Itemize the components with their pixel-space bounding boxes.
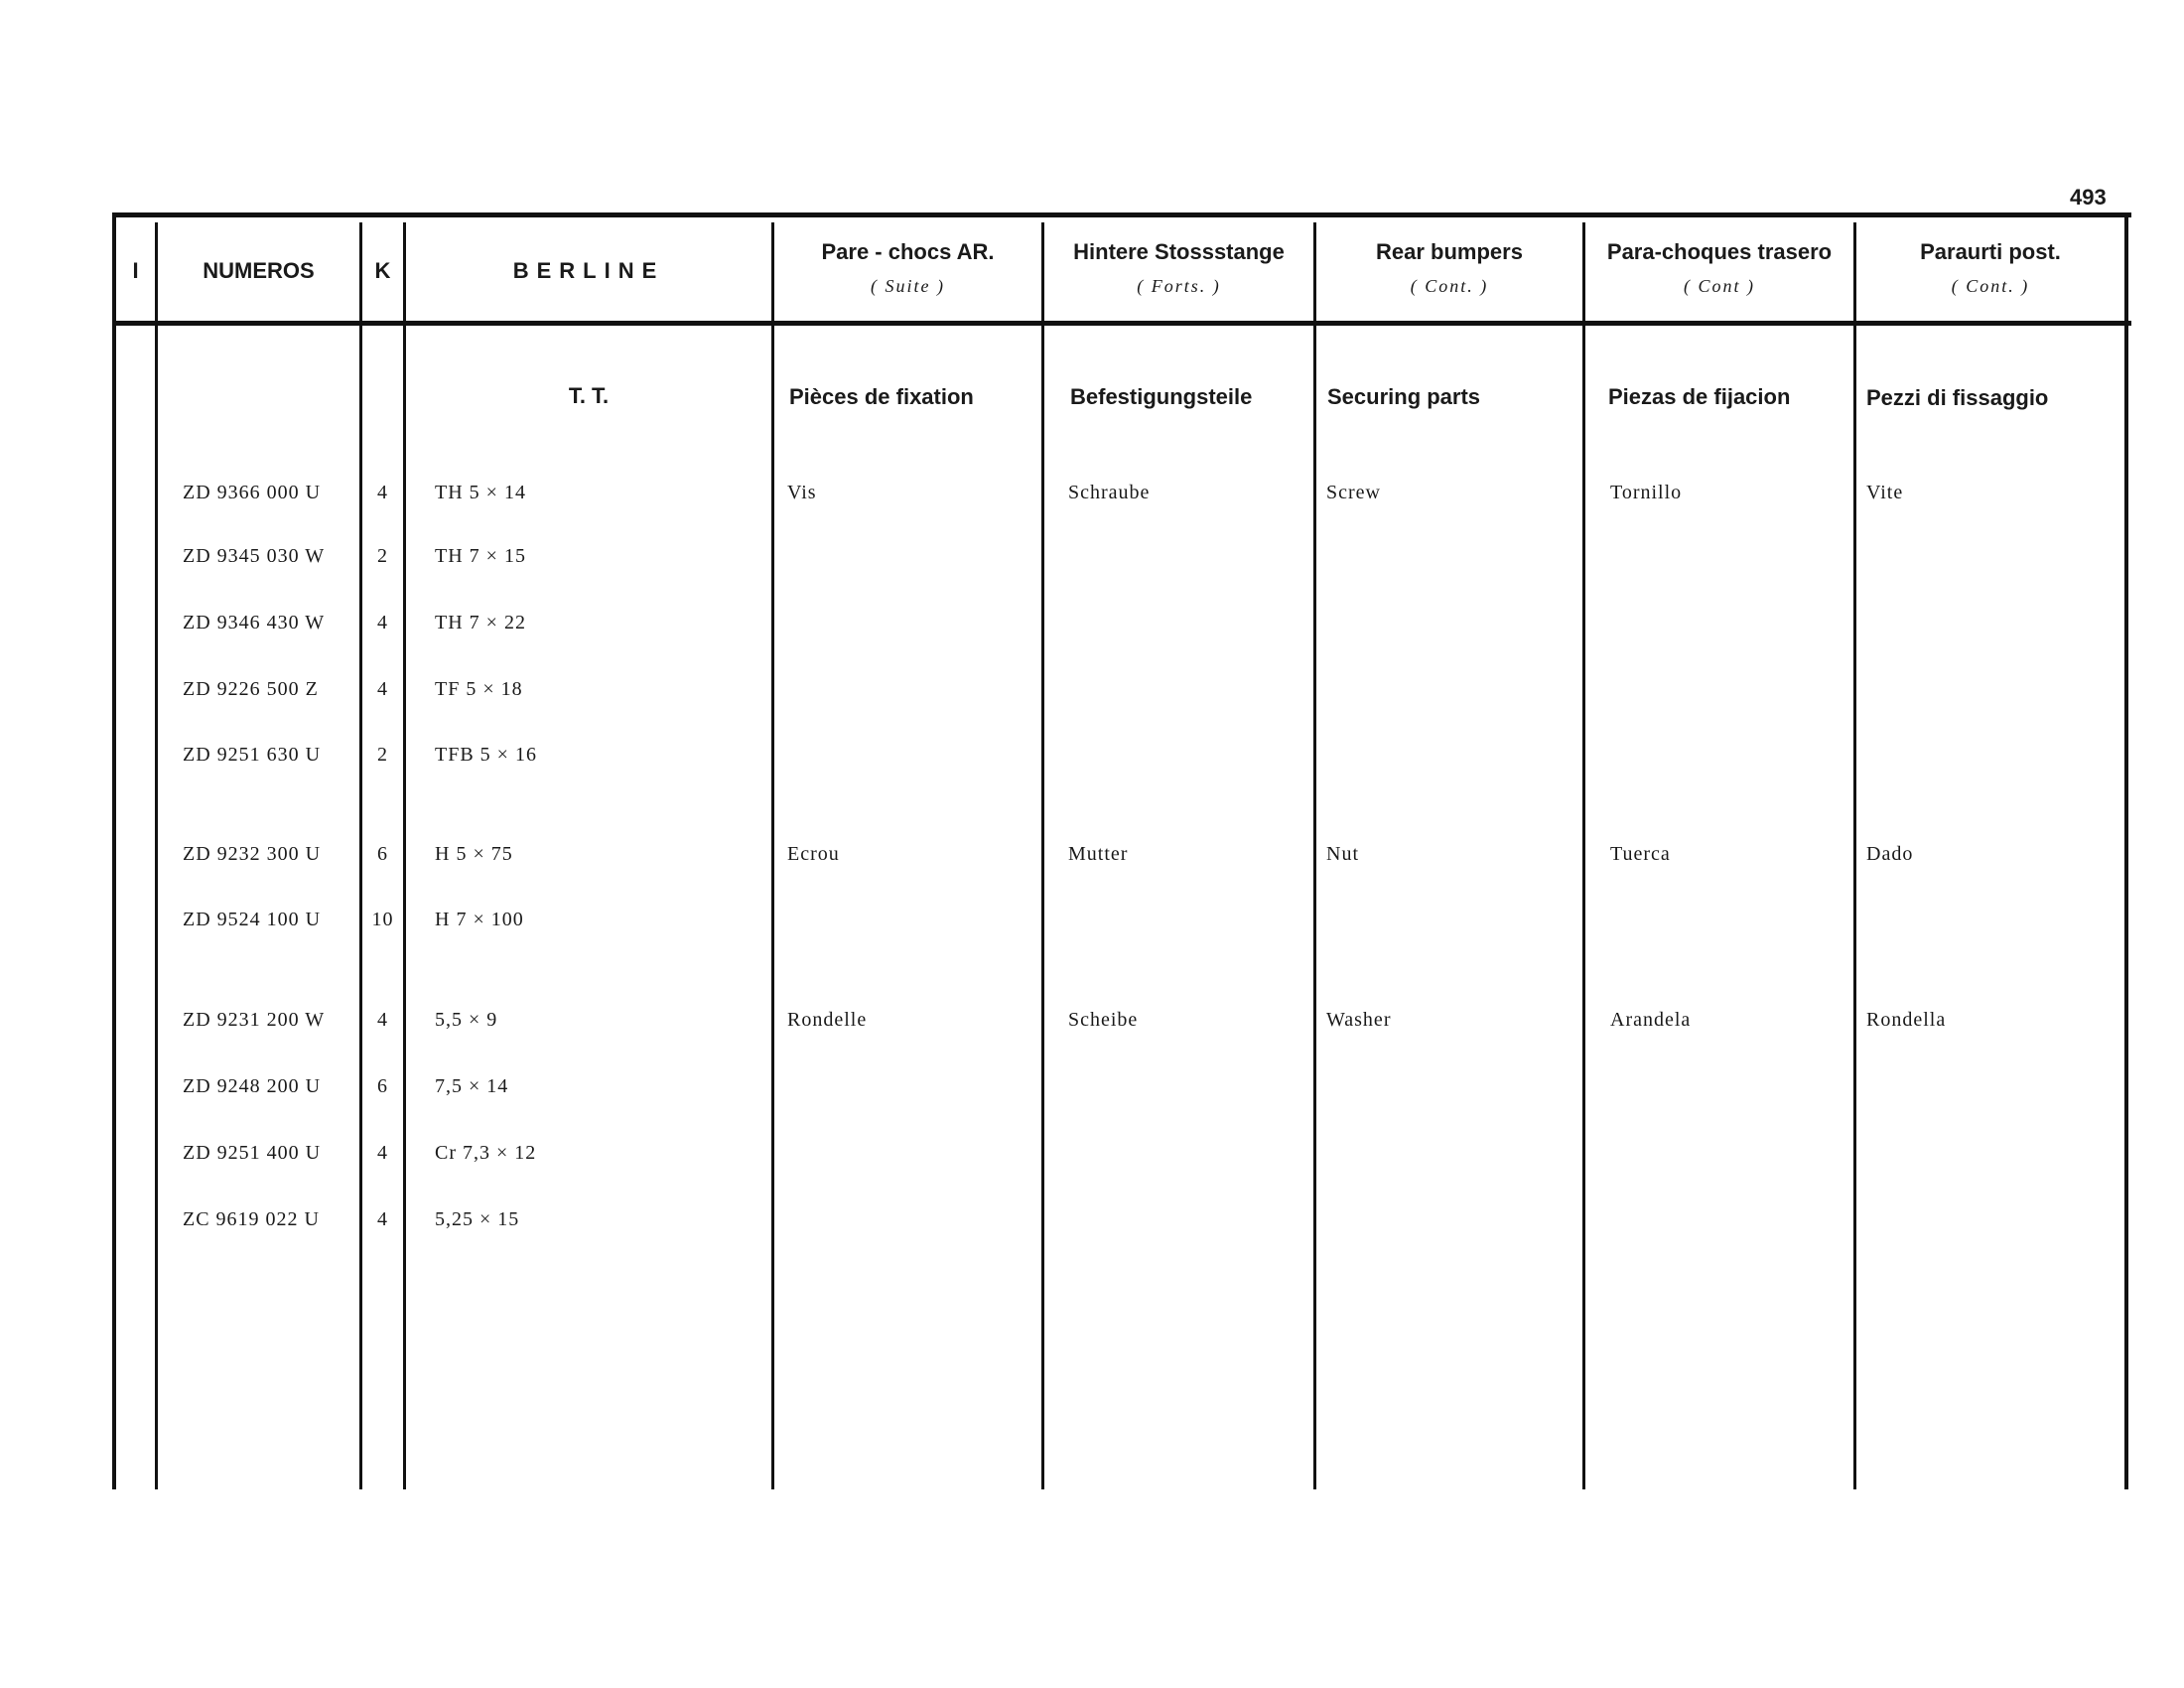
quantity-cell: 6	[377, 1075, 388, 1097]
desc-en-cell: Washer	[1326, 1009, 1392, 1031]
desc-fr-cell: Rondelle	[787, 1009, 868, 1031]
quantity-cell: 2	[377, 744, 388, 766]
part-number-cell: ZD 9251 400 U	[183, 1142, 322, 1164]
quantity-cell: 4	[377, 1142, 388, 1164]
part-number-cell: ZD 9346 430 W	[183, 612, 326, 633]
designation-cell: TFB 5 × 16	[435, 744, 537, 766]
column-divider	[1582, 222, 1585, 1489]
designation-cell: 5,5 × 9	[435, 1009, 498, 1031]
quantity-cell: 4	[377, 612, 388, 633]
desc-fr-cell: Ecrou	[787, 843, 840, 865]
header-col-i: I	[132, 258, 139, 283]
desc-de-cell: Schraube	[1068, 482, 1151, 503]
desc-de-cell: Scheibe	[1068, 1009, 1139, 1031]
desc-en-cell: Nut	[1326, 843, 1359, 865]
header-lang-es-sub: ( Cont )	[1684, 276, 1755, 296]
section-label-en: Securing parts	[1327, 384, 1481, 409]
page-number: 493	[2070, 185, 2107, 210]
part-number-cell: ZD 9232 300 U	[183, 843, 322, 865]
quantity-cell: 4	[377, 1009, 388, 1031]
header-col-numeros: NUMEROS	[203, 258, 315, 283]
desc-it-cell: Rondella	[1866, 1009, 1947, 1031]
quantity-cell: 10	[371, 909, 394, 930]
quantity-cell: 2	[377, 545, 388, 567]
header-lang-it-title: Paraurti post.	[1920, 239, 2061, 264]
header-lang-en-title: Rear bumpers	[1376, 239, 1523, 264]
quantity-cell: 4	[377, 678, 388, 700]
section-label-de: Befestigungsteile	[1070, 384, 1253, 409]
designation-cell: H 5 × 75	[435, 843, 513, 865]
part-number-cell: ZD 9366 000 U	[183, 482, 322, 503]
column-divider	[1041, 222, 1044, 1489]
header-lang-de-title: Hintere Stossstange	[1073, 239, 1285, 264]
section-label-fr: Pièces de fixation	[789, 384, 974, 409]
section-label-es: Piezas de fijacion	[1608, 384, 1791, 409]
designation-cell: 7,5 × 14	[435, 1075, 509, 1097]
desc-es-cell: Arandela	[1610, 1009, 1692, 1031]
header-col-k: K	[374, 258, 391, 283]
desc-it-cell: Dado	[1866, 843, 1914, 865]
header-lang-it-sub: ( Cont. )	[1951, 276, 2030, 296]
designation-cell: 5,25 × 15	[435, 1208, 520, 1230]
column-divider	[1313, 222, 1316, 1489]
header-col-model: BERLINE	[512, 258, 665, 283]
header-divider	[112, 321, 2131, 326]
part-number-cell: ZD 9248 200 U	[183, 1075, 322, 1097]
section-model-label: T. T.	[568, 383, 610, 408]
column-divider	[403, 222, 406, 1489]
top-border	[112, 212, 2131, 217]
section-label-it: Pezzi di fissaggio	[1866, 385, 2049, 410]
header-lang-es-title: Para-choques trasero	[1606, 239, 1833, 264]
header-lang-de-sub: ( Forts. )	[1137, 276, 1221, 296]
desc-it-cell: Vite	[1866, 482, 1904, 503]
part-number-cell: ZD 9524 100 U	[183, 909, 322, 930]
quantity-cell: 4	[377, 482, 388, 503]
designation-cell: TF 5 × 18	[435, 678, 523, 700]
designation-cell: TH 7 × 22	[435, 612, 526, 633]
designation-cell: H 7 × 100	[435, 909, 524, 930]
designation-cell: TH 7 × 15	[435, 545, 526, 567]
designation-cell: TH 5 × 14	[435, 482, 526, 503]
desc-en-cell: Screw	[1326, 482, 1381, 503]
desc-de-cell: Mutter	[1068, 843, 1129, 865]
designation-cell: Cr 7,3 × 12	[435, 1142, 537, 1164]
part-number-cell: ZD 9231 200 W	[183, 1009, 326, 1031]
desc-es-cell: Tornillo	[1610, 482, 1683, 503]
column-divider	[1853, 222, 1856, 1489]
header-lang-en-sub: ( Cont. )	[1410, 276, 1489, 296]
outer-right-border	[2124, 212, 2128, 1489]
desc-fr-cell: Vis	[787, 482, 817, 503]
outer-left-border	[112, 212, 116, 1489]
column-divider	[155, 222, 158, 1489]
desc-es-cell: Tuerca	[1610, 843, 1671, 865]
quantity-cell: 4	[377, 1208, 388, 1230]
part-number-cell: ZD 9345 030 W	[183, 545, 326, 567]
part-number-cell: ZC 9619 022 U	[183, 1208, 320, 1230]
part-number-cell: ZD 9251 630 U	[183, 744, 322, 766]
header-lang-fr-title: Pare - chocs AR.	[821, 239, 995, 264]
column-divider	[771, 222, 774, 1489]
header-lang-fr-sub: ( Suite )	[871, 276, 945, 296]
part-number-cell: ZD 9226 500 Z	[183, 678, 319, 700]
quantity-cell: 6	[377, 843, 388, 865]
